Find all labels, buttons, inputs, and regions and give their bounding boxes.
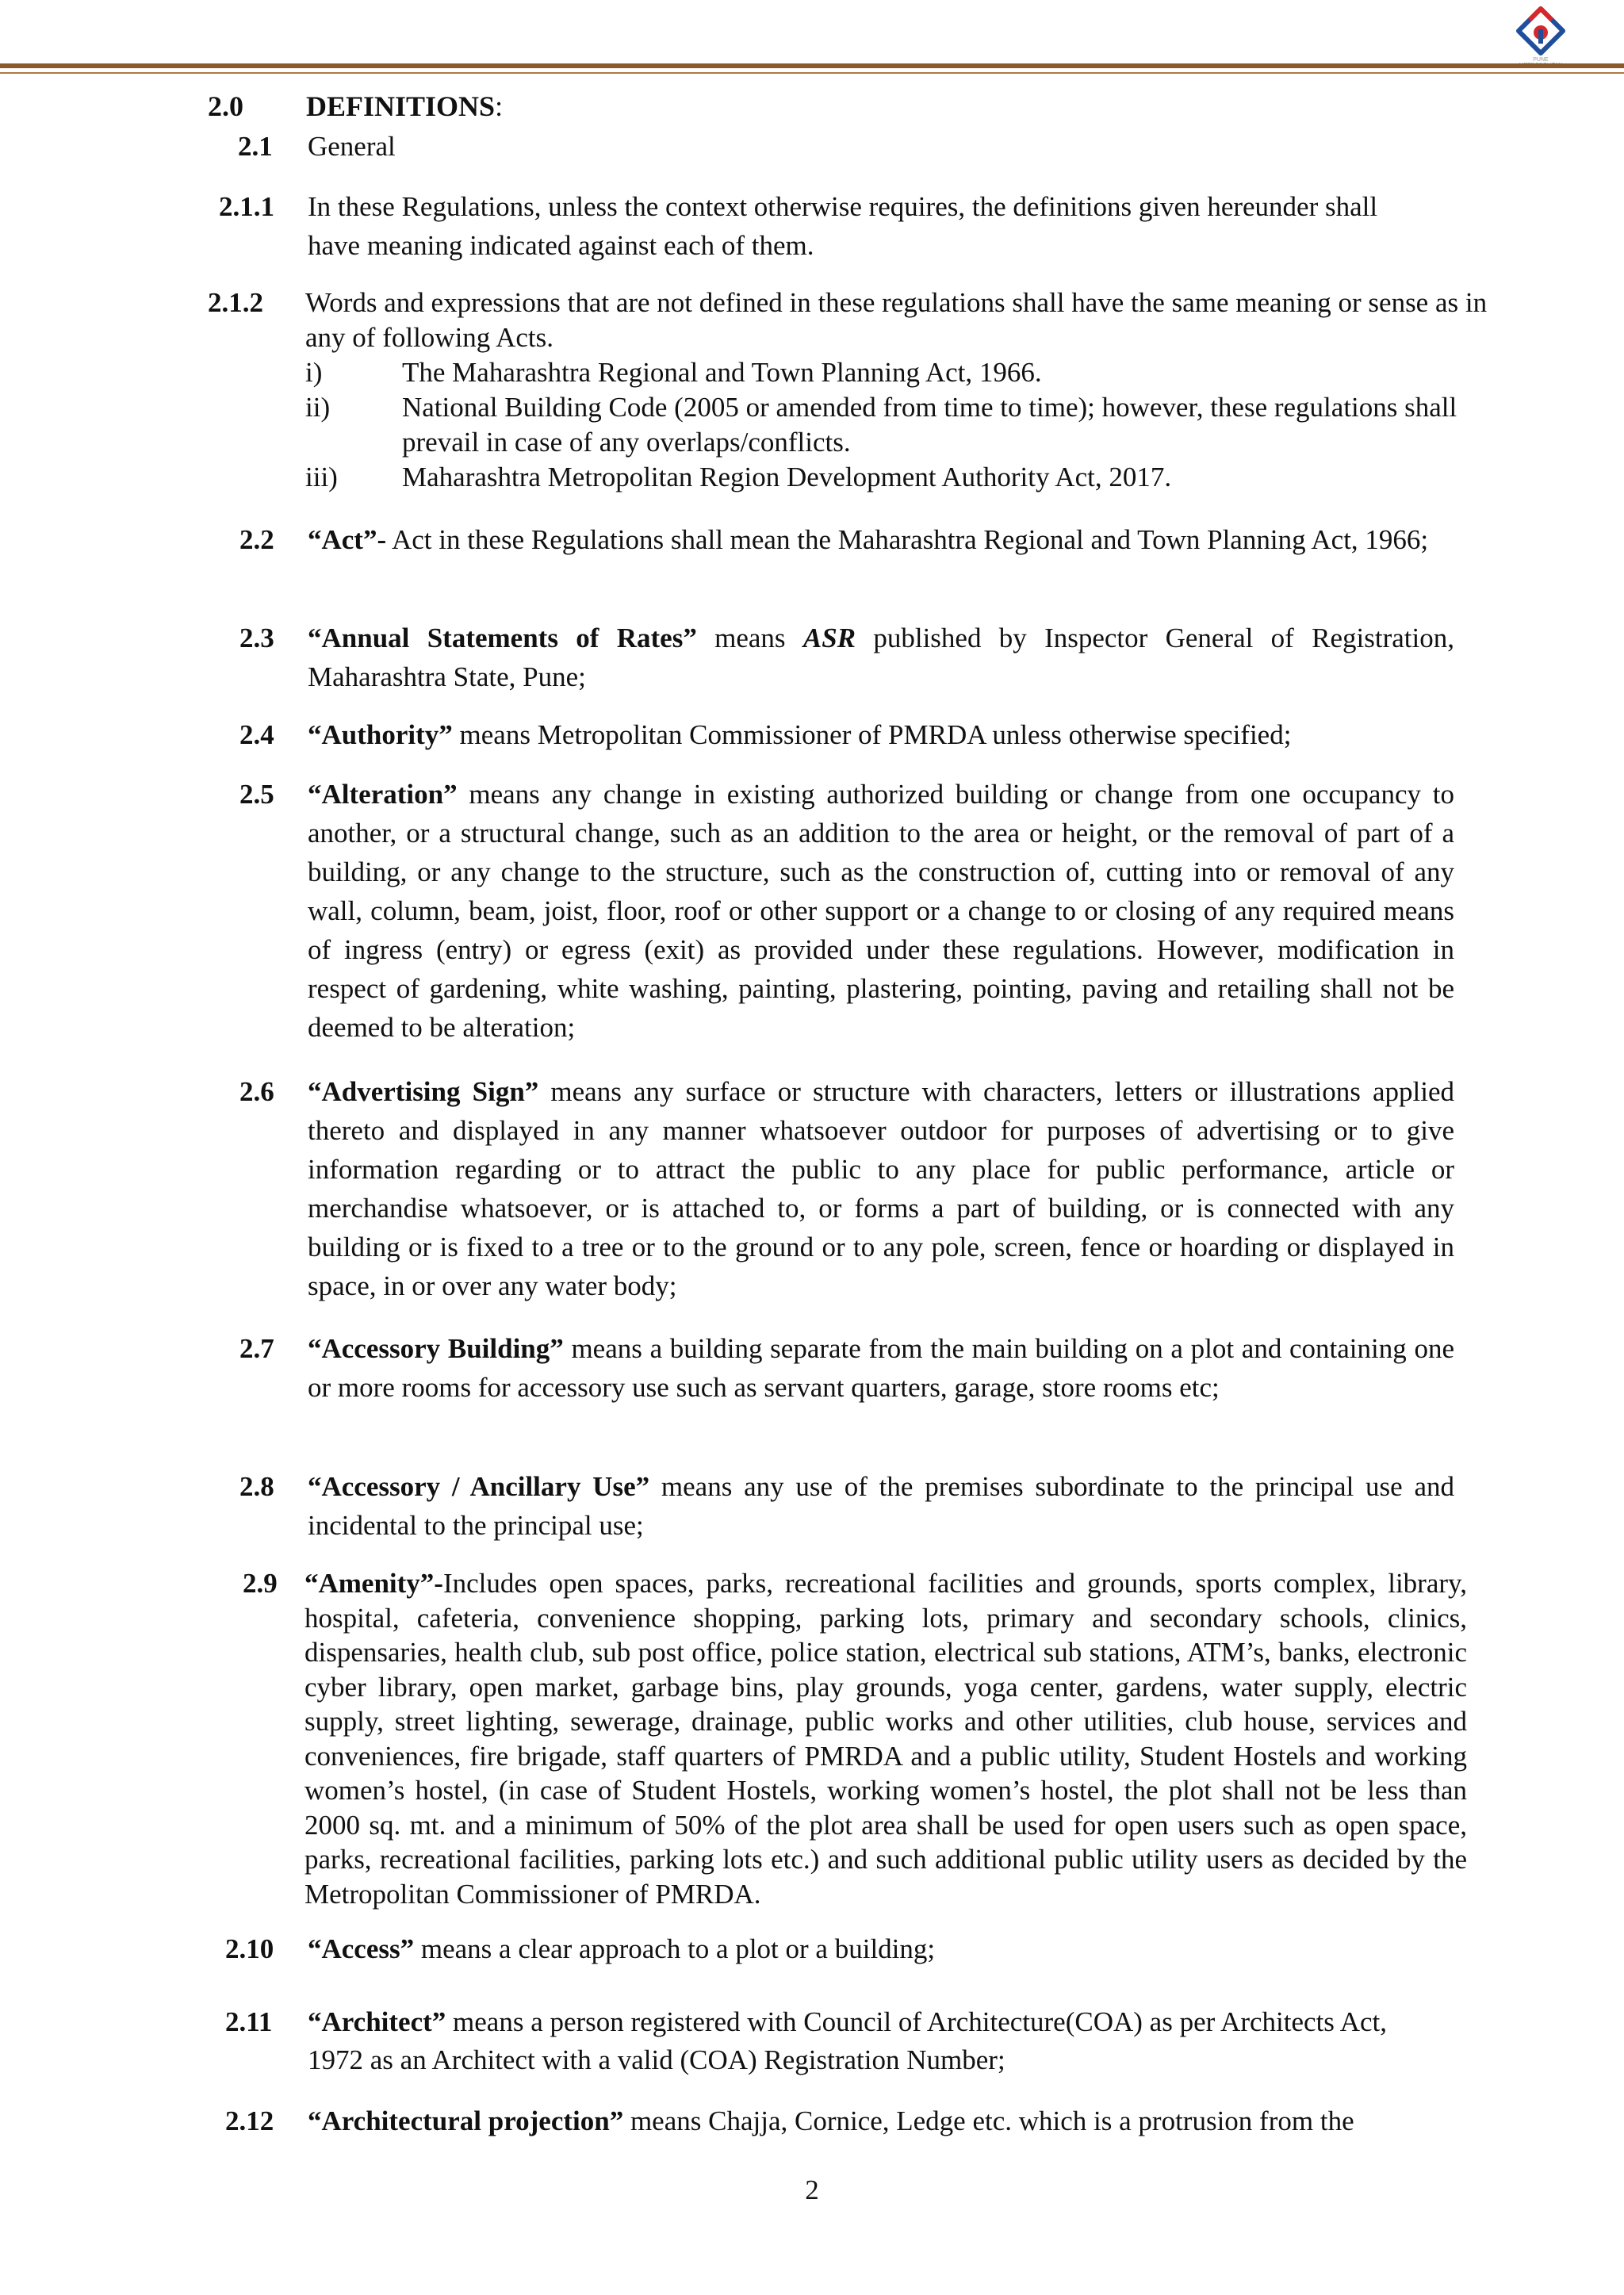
defined-term: “Amenity”- (304, 1568, 443, 1599)
defined-term: “Accessory Building” (308, 1333, 564, 1364)
clause-body (308, 1467, 1454, 1545)
clause-number: 2.10 (225, 1933, 274, 1964)
clause-number: 2.1.1 (219, 191, 274, 222)
defined-term: “Annual Statements of Rates” (308, 623, 697, 653)
clause-text: means any use of the premises subordinate to the principal use and incidental to the principal use; (308, 1471, 1454, 1541)
clause-body (308, 1929, 1454, 1968)
defined-term-abbr: ASR (802, 623, 856, 653)
clause-text: means Chajja, Cornice, Ledge etc. which is a protrusion from the (623, 2105, 1354, 2136)
clause-text-a: means (696, 623, 803, 653)
header-rule (0, 63, 1624, 68)
clause-number: 2.4 (239, 719, 274, 750)
logo-mark-icon (1515, 5, 1567, 57)
clause-text: means a person registered with Council of Architecture(COA) as per Architects Act, 1972 as an Architect with a valid (COA) Registration Number; (308, 2006, 1388, 2075)
clause-number: 2.11 (225, 2006, 273, 2037)
pmrda-logo-icon (1515, 5, 1567, 68)
clause-body (308, 2003, 1442, 2079)
clause-body (308, 775, 1454, 1047)
defined-term: “Accessory / Ancillary Use” (308, 1471, 650, 1502)
clause-number: 2.1 (238, 131, 273, 162)
clause-text: Act in these Regulations shall mean the Maharashtra Regional and Town Planning Act, 1966; (386, 524, 1429, 555)
clause-number: 2.6 (239, 1076, 274, 1107)
clause-number: 2.8 (239, 1471, 274, 1502)
clause-body (308, 715, 1454, 754)
clause-number: 2.12 (225, 2105, 274, 2136)
clause-text: Includes open spaces, parks, recreational facilities and grounds, sports complex, library, hospital, cafeteria, convenience shopping, parking lots, primary and secondary schools, clinics, dispensaries, health club, sub post office, police station, electrical sub stations, ATM’s, banks, electronic cyber library, open market, garbage bins, play grounds, yoga center, gardens, water supply, electric supply, street lighting, sewerage, drainage, public works and other utilities, club house, services and conveniences, fire brigade, staff quarters of PMRDA and a public utility, Student Hostels and working women’s hostel, (in case of Student Hostels, working women’s hostel, the plot shall not be less than 2000 sq. mt. and a minimum of 50% of the plot area shall be used for open users such as open space, parks, recreational facilities, parking lots etc.) and such additional public utility users as decided by the Metropolitan Commissioner of PMRDA. (304, 1568, 1467, 1910)
list-item-marker: i) (305, 357, 323, 388)
page-number: 2 (805, 2174, 819, 2205)
list-item-text: Maharashtra Metropolitan Region Development Authority Act, 2017. (402, 462, 1172, 492)
clause-text: means any change in existing authorized building or change from one occupancy to another, or a structural change, such as an addition to the area or height, or the removal of part of a building, or any change to the structure, such as the construction of, cutting into or removal of any wall, column, beam, joist, floor, roof or other support or a change to or closing of any required means of ingress (entry) or egress (exit) as provided under these regulations. However, modification in respect of gardening, white washing, painting, plastering, pointing, paving and retailing shall not be deemed to be alteration; (308, 779, 1454, 1043)
list-item-marker: iii) (305, 462, 338, 492)
list-item-text: National Building Code (2005 or amended from time to time); however, these regulations shall prevail in case of any overlaps/conflicts. (402, 392, 1457, 458)
section-title-suffix: : (495, 90, 504, 122)
logo-caption: PUNE METROPOLITAN (1519, 57, 1563, 68)
clause-number: 2.7 (239, 1333, 274, 1364)
defined-term: “Act”- (308, 524, 387, 555)
clause-number: 2.5 (239, 779, 274, 810)
section-title-text: DEFINITIONS (306, 90, 496, 122)
clause-text: means a clear approach to a plot or a building; (414, 1933, 936, 1964)
defined-term: “Architect” (308, 2006, 446, 2037)
clause-text: Words and expressions that are not defined in these regulations shall have the same meaning or sense as in any of following Acts. (305, 287, 1488, 353)
clause-body (308, 619, 1454, 696)
clause-text: means a building separate from the main building on a plot and containing one or more rooms for accessory use such as servant quarters, garage, store rooms etc; (308, 1333, 1454, 1403)
clause-text: In these Regulations, unless the context otherwise requires, the definitions given hereunder shall have meaning indicated against each of them. (308, 191, 1378, 261)
clause-number: 2.2 (239, 524, 274, 555)
defined-term: “Access” (308, 1933, 415, 1964)
list-item-text: The Maharashtra Regional and Town Planning Act, 1966. (402, 357, 1042, 388)
defined-term: “Authority” (308, 719, 453, 750)
clause-text: means any surface or structure with characters, letters or illustrations applied thereto and displayed in any manner whatsoever outdoor for purposes of advertising or to give information regarding or to attract the public to any place for public performance, article or merchandise whatsoever, or is attached to, or forms a part of building, or is connected with any building or is fixed to a tree or to the ground or to any pole, screen, fence or hoarding or displayed in space, in or over any water body; (308, 1076, 1454, 1301)
clause-text-b: published by Inspector General of Registration, Maharashtra State, Pune; (308, 623, 1454, 692)
clause-number: 2.3 (239, 623, 274, 653)
clause-number: 2.9 (243, 1568, 278, 1599)
clause-body (308, 2102, 1497, 2140)
defined-term: “Advertising Sign” (308, 1076, 539, 1107)
clause-body (304, 1566, 1467, 1911)
defined-term: “Alteration” (308, 779, 458, 810)
defined-term: “Architectural projection” (308, 2105, 624, 2136)
clause-body (308, 520, 1446, 559)
clause-body (308, 1329, 1454, 1407)
clause-text: means Metropolitan Commissioner of PMRDA unless otherwise specified; (452, 719, 1292, 750)
section-title (306, 89, 503, 124)
list-item-marker: ii) (305, 392, 331, 423)
clause-number: 2.1.2 (208, 287, 263, 318)
clause-text: General (308, 131, 396, 162)
header-rule-thin (0, 72, 1624, 74)
clause-body (308, 1072, 1454, 1305)
section-number: 2.0 (208, 90, 243, 122)
